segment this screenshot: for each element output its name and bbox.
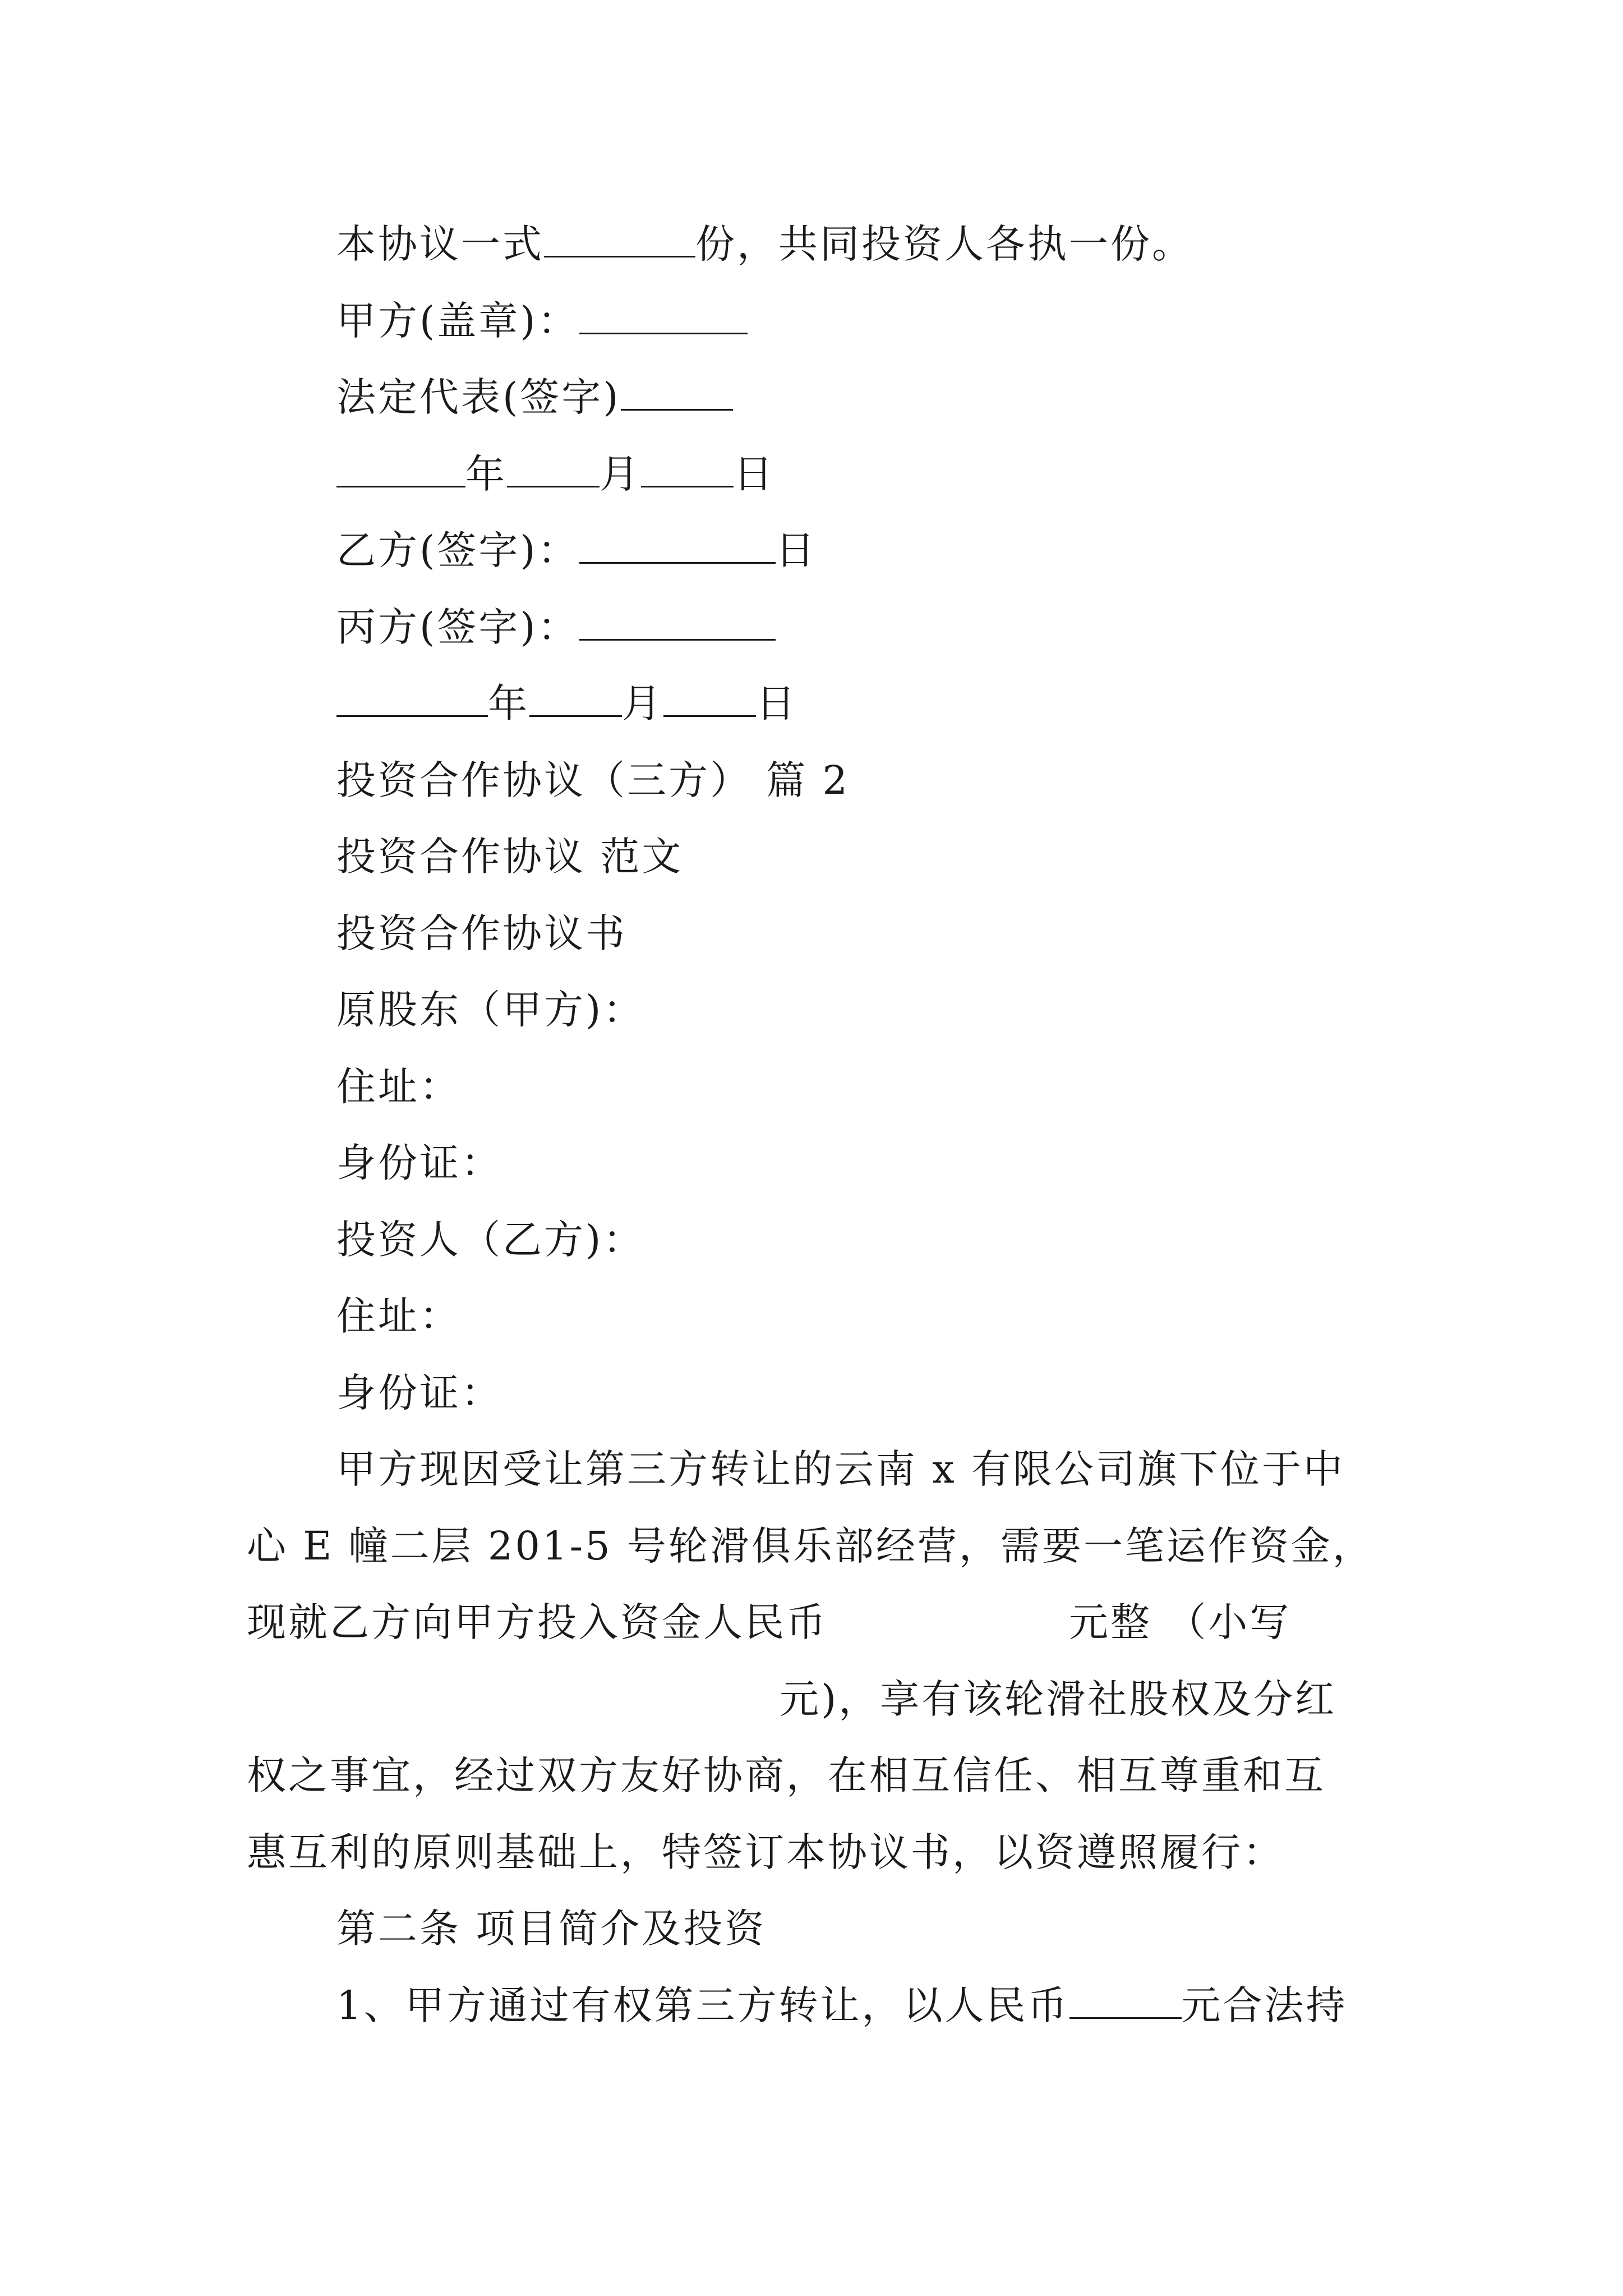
paragraph-line: 心 E 幢二层 201-5 号轮滑俱乐部经营，需要一笔运作资金， [247, 1523, 1374, 1569]
paragraph-line: 惠互利的原则基础上，特签订本协议书，以资遵照履行： [247, 1829, 1284, 1875]
party-b-address: 住址： [336, 1293, 461, 1339]
legal-rep-sign-line: 法定代表(签字) [336, 372, 733, 422]
party-a-id: 身份证： [336, 1140, 502, 1186]
blank-legal-rep [621, 374, 733, 411]
party-b-sign-line: 乙方(签字)： 日 [336, 527, 817, 573]
blank-copies [544, 221, 695, 257]
party-c-sign-line: 丙方(签字)： [336, 602, 776, 652]
doc-subtitle: 投资合作协议 范文 [336, 834, 684, 880]
blank-month-1 [507, 451, 600, 487]
paragraph-line: 权之事宜，经过双方友好协商，在相互信任、相互尊重和互 [247, 1752, 1326, 1798]
paragraph-line: 现就乙方向甲方投入资金人民币 元整 （小写 [247, 1599, 1292, 1645]
blank-year-2 [336, 680, 488, 717]
article-clause-1: 1、甲方通过有权第三方转让，以人民币 元合法持 [336, 1982, 1348, 2028]
blank-day-2 [663, 680, 756, 717]
party-a-seal-line: 甲方(盖章)： [336, 296, 748, 346]
paragraph-line: 元)，享有该轮滑社股权及分红 [780, 1676, 1337, 1722]
copies-clause: 本协议一式 份，共同投资人各执一份。 [336, 221, 1193, 267]
blank-day-1 [641, 451, 734, 487]
blank-party-a [579, 298, 748, 334]
blank-party-c [579, 604, 776, 641]
blank-amount [1069, 1982, 1182, 2019]
party-a-address: 住址： [336, 1064, 461, 1110]
date-line-1: 年 月 日 [336, 449, 775, 499]
party-b-id: 身份证： [336, 1370, 502, 1416]
blank-party-b [579, 527, 776, 564]
paragraph-line: 甲方现因受让第三方转让的云南 x 有限公司旗下位于中 [336, 1446, 1345, 1492]
party-a-label: 原股东（甲方)： [336, 987, 645, 1033]
section-title: 投资合作协议（三方） 篇 2 [336, 757, 850, 803]
party-b-label: 投资人（乙方)： [336, 1217, 645, 1263]
doc-title: 投资合作协议书 [336, 910, 627, 956]
article-heading: 第二条 项目简介及投资 [336, 1906, 767, 1952]
blank-year-1 [336, 451, 465, 487]
blank-month-2 [529, 680, 622, 717]
date-line-2: 年 月 日 [336, 678, 797, 729]
